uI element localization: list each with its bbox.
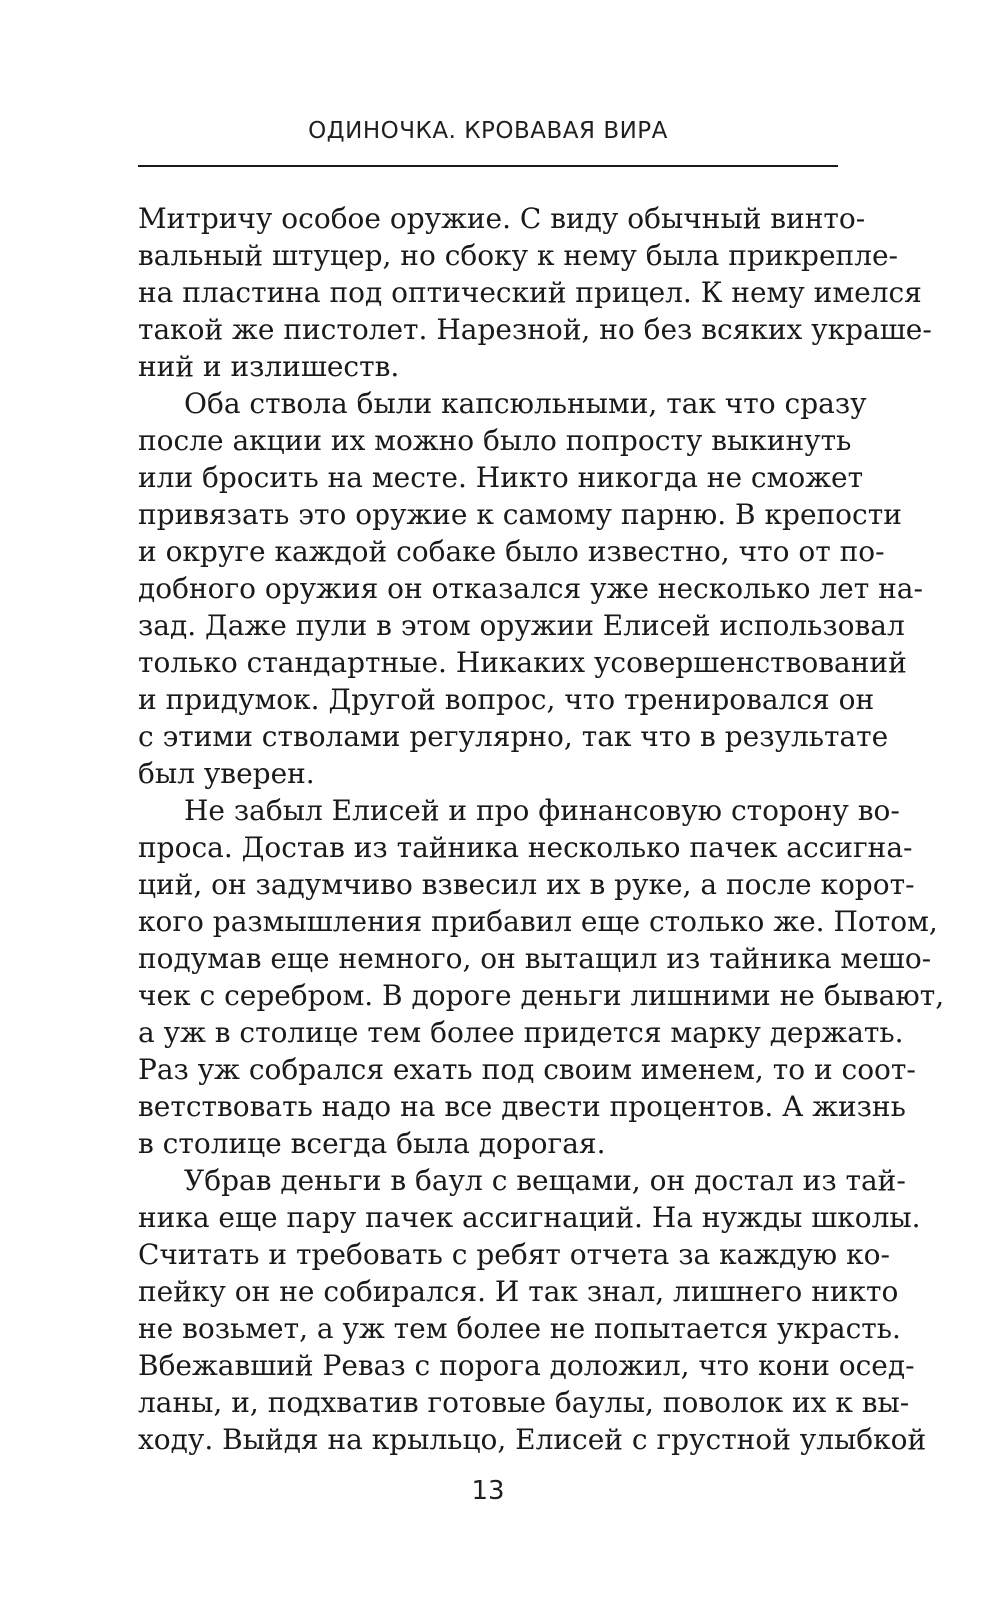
- text-line: и придумок. Другой вопрос, что тренировался он: [138, 683, 875, 716]
- text-line: ника еще пару пачек ассигнаций. На нужды школы.: [138, 1201, 921, 1234]
- text-line: на пластина под оптический прицел. К нему имелся: [138, 276, 922, 309]
- text-line: вальный штуцер, но сбоку к нему была прикрепле-: [138, 239, 899, 272]
- text-line: ний и излишеств.: [138, 350, 400, 383]
- text-line: или бросить на месте. Никто никогда не сможет: [138, 461, 864, 494]
- text-line: Вбежавший Реваз с порога доложил, что кони осед-: [138, 1349, 915, 1382]
- text-line: пейку он не собирался. И так знал, лишнего никто: [138, 1275, 899, 1308]
- text-line: ветствовать надо на все двести процентов. А жизнь: [138, 1090, 906, 1123]
- running-title: ОДИНОЧКА. КРОВАВАЯ ВИРА: [308, 118, 668, 144]
- text-line: после акции их можно было попросту выкинуть: [138, 424, 852, 457]
- text-line: зад. Даже пули в этом оружии Елисей использовал: [138, 609, 905, 642]
- text-line: и округе каждой собаке было известно, что от по-: [138, 535, 885, 568]
- text-line: привязать это оружие к самому парню. В крепости: [138, 498, 902, 531]
- text-line: был уверен.: [138, 757, 315, 790]
- text-line: Раз уж собрался ехать под своим именем, то и соот-: [138, 1053, 916, 1086]
- text-line: добного оружия он отказался уже несколько лет на-: [138, 572, 923, 605]
- text-line: не возьмет, а уж тем более не попытается украсть.: [138, 1312, 901, 1345]
- text-line: такой же пистолет. Нарезной, но без всяких украше-: [138, 313, 932, 346]
- header-rule: [138, 165, 838, 167]
- body-text: [138, 200, 945, 1458]
- text-line: с этими стволами регулярно, так что в результате: [138, 720, 889, 753]
- text-line: только стандартные. Никаких усовершенствований: [138, 646, 907, 679]
- text-line: Считать и требовать с ребят отчета за каждую ко-: [138, 1238, 890, 1271]
- text-line: ходу. Выйдя на крыльцо, Елисей с грустной улыбкой: [138, 1423, 927, 1456]
- text-line: кого размышления прибавил еще столько же. Потом,: [138, 905, 938, 938]
- text-line: ций, он задумчиво взвесил их в руке, а после корот-: [138, 868, 915, 901]
- text-line: а уж в столице тем более придется марку держать.: [138, 1016, 904, 1049]
- text-line: чек с серебром. В дороге деньги лишними не бывают,: [138, 979, 945, 1012]
- page-number: 13: [471, 1476, 505, 1506]
- text-line: ланы, и, подхватив готовые баулы, поволок их к вы-: [138, 1386, 910, 1419]
- text-line: проса. Достав из тайника несколько пачек ассигна-: [138, 831, 913, 864]
- text-line: Оба ствола были капсюльными, так что сразу: [184, 387, 867, 420]
- text-line: в столице всегда была дорогая.: [138, 1127, 606, 1160]
- text-line: Митричу особое оружие. С виду обычный винто-: [138, 202, 866, 235]
- text-line: Убрав деньги в баул с вещами, он достал из тай-: [184, 1164, 906, 1197]
- text-line: подумав еще немного, он вытащил из тайника мешо-: [138, 942, 932, 975]
- text-line: Не забыл Елисей и про финансовую сторону во-: [184, 794, 900, 827]
